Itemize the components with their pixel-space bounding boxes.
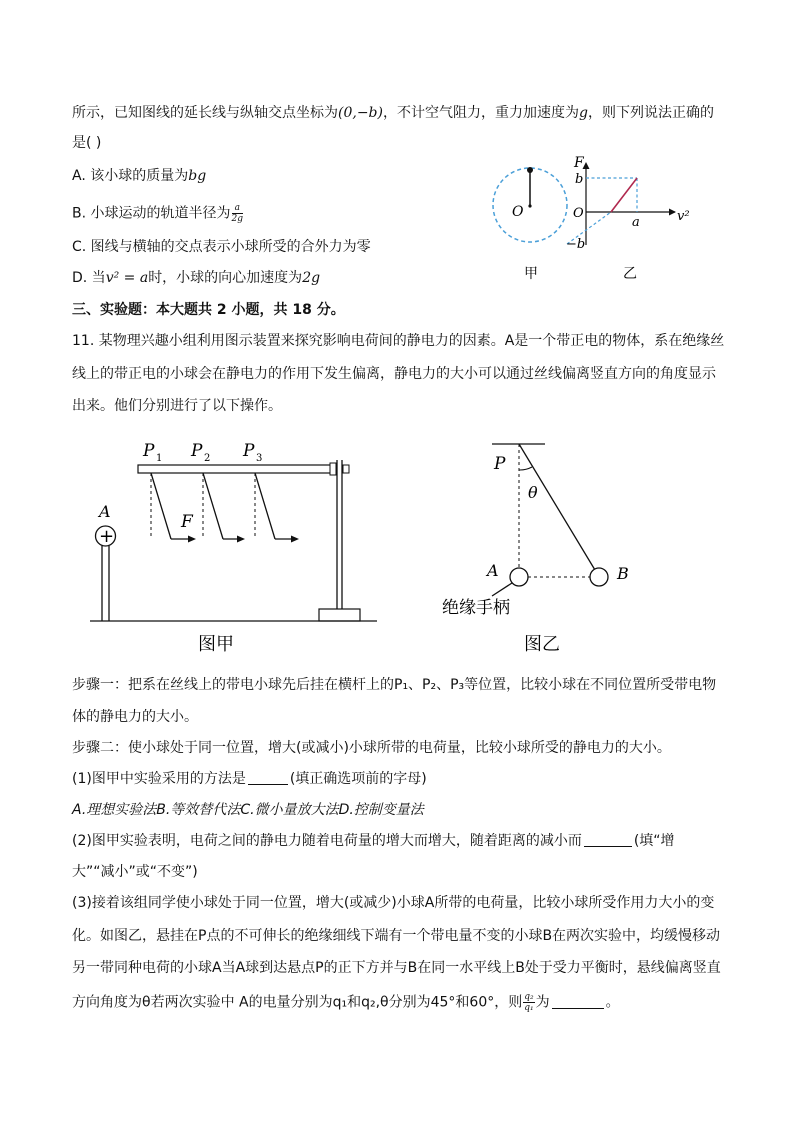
option-d-text: 时，小球的向心加速度为	[148, 270, 303, 286]
q10-option-b	[72, 203, 244, 224]
label-f: F	[181, 512, 193, 532]
text: (2)图甲实验表明，电荷之间的静电力随着电荷量的增大而增大，随着距离的减小而	[72, 833, 582, 849]
text: (1)图甲中实验采用的方法是	[72, 771, 246, 787]
label-p2: P	[191, 441, 203, 461]
q11-part-3-line-2: 化。如图乙，悬挂在P点的不可伸长的绝缘细线下端有一个带电量不变的小球B在两次实验中，均缓慢移动	[72, 928, 721, 944]
g-symbol: g	[578, 105, 588, 121]
option-d-eq: v² = a	[105, 270, 149, 286]
label-a: A	[487, 561, 499, 580]
option-a-text: A. 该小球的质量为	[72, 168, 189, 184]
label-o: O	[512, 204, 524, 220]
numerator: a	[232, 203, 244, 214]
label-b: b	[575, 172, 584, 187]
q-ratio-fraction	[523, 992, 534, 1013]
insulated-handle	[492, 583, 512, 596]
q10-figure	[480, 150, 710, 285]
text: ，不计空气阻力，重力加速度为	[382, 105, 579, 121]
figure-yi	[430, 432, 640, 662]
clamp-screw	[343, 465, 349, 473]
label-insulated-handle: 绝缘手柄	[442, 598, 510, 618]
answer-blank-3[interactable]	[552, 994, 604, 1009]
q11-intro-1: 11. 某物理兴趣小组利用图示装置来探究影响电荷间的静电力的因素。A是一个带正电的物体，系在绝缘丝	[72, 333, 725, 349]
q11-part-2-line-2: 大”“减小”或“不变”)	[72, 864, 198, 880]
label-theta: θ	[528, 483, 538, 502]
arrow-head-icon	[291, 536, 299, 543]
q11-part-3-line-4	[72, 992, 620, 1013]
label-p1-sub: 1	[156, 453, 163, 464]
q11-part-1	[72, 769, 427, 789]
thread-3	[255, 473, 275, 539]
option-d-value: 2g	[302, 270, 321, 286]
thread-2	[203, 473, 223, 539]
text: 方向角度为θ若两次实验中 A的电量分别为q₁和q₂,θ分别为45°和60°，则	[72, 994, 523, 1011]
denominator: q₁	[524, 1003, 534, 1013]
q11-intro-2: 线上的带正电的小球会在静电力的作用下发生偏离，静电力的大小可以通过丝线偏离竖直方向的角度显示	[72, 366, 716, 382]
x-arrow-icon	[669, 209, 676, 216]
label-origin: O	[573, 206, 584, 221]
plus-icon: +	[99, 526, 115, 547]
label-a: A	[99, 502, 111, 521]
option-b-text: B. 小球运动的轨道半径为	[72, 205, 231, 222]
option-d-text: D. 当	[72, 270, 106, 286]
caption-figure-jia: 图甲	[198, 634, 234, 655]
step-1-line-2: 体的静电力的大小。	[72, 709, 198, 725]
thread	[519, 444, 595, 570]
label-b: B	[617, 564, 629, 583]
angle-arc	[519, 467, 532, 470]
q11-intro-3: 出来。他们分别进行了以下操作。	[72, 398, 282, 414]
caption-yi: 乙	[623, 266, 637, 282]
denominator: 2g	[231, 214, 244, 224]
numerator: q₂	[524, 992, 534, 1002]
text: 。	[605, 994, 620, 1011]
q10-option-c: C. 图线与横轴的交点表示小球所受的合外力为零	[72, 239, 371, 255]
answer-blank-2[interactable]	[584, 832, 632, 847]
q10-line-2: 是( )	[72, 135, 102, 151]
text: 为	[535, 994, 550, 1011]
figure-jia	[85, 432, 385, 662]
center-point	[528, 204, 531, 207]
q11-part-1-options: A.理想实验法B.等效替代法C.微小量放大法D.控制变量法	[72, 802, 424, 818]
label-p: P	[494, 454, 506, 474]
ball-a	[510, 568, 528, 586]
arrow-head-icon	[188, 536, 196, 543]
answer-blank-1[interactable]	[248, 770, 288, 785]
ball	[527, 167, 533, 173]
option-b-fraction	[232, 203, 244, 224]
text: (填“增	[633, 833, 675, 849]
data-line	[611, 178, 637, 212]
caption-figure-yi: 图乙	[524, 634, 560, 655]
caption-jia: 甲	[524, 266, 538, 282]
label-p1: P	[143, 441, 155, 461]
label-p3: P	[243, 441, 255, 461]
step-1-line-1: 步骤一：把系在丝线上的带电小球先后挂在横杆上的P₁、P₂、P₃等位置，比较小球在不同位置所受带电物	[72, 677, 717, 693]
q11-part-3-line-1: (3)接着该组同学使小球处于同一位置，增大(或减少)小球A所带的电荷量，比较小球所受作用力大小的变	[72, 895, 715, 911]
ball-b	[590, 568, 608, 586]
stand-base	[319, 609, 360, 621]
label-a: a	[632, 215, 640, 230]
text: 所示，已知图线的延长线与纵轴交点坐标为	[72, 105, 338, 121]
crossbar	[138, 465, 333, 473]
clamp	[330, 463, 336, 475]
q11-part-2	[72, 831, 675, 851]
step-2: 步骤二：使小球处于同一位置，增大(或减小)小球所带的电荷量，比较小球所受的静电力的大小。	[72, 740, 671, 756]
text: ，则下列说法正确的	[587, 105, 714, 121]
option-a-value: bg	[188, 168, 207, 184]
label-neg-b: −b	[566, 237, 586, 252]
q10-line-1	[72, 103, 714, 123]
coord: (0,−b)	[338, 105, 383, 121]
q11-part-3-line-3: 另一带同种电荷的小球A当A球到达悬点P的正下方并与B在同一水平线上B处于受力平衡时，悬线偏离竖直	[72, 960, 721, 976]
text: (填正确选项前的字母)	[289, 771, 427, 787]
section-title: 三、实验题：本大题共 2 小题，共 18 分。	[72, 302, 345, 318]
thread-1	[151, 473, 171, 539]
q10-option-d	[72, 268, 320, 288]
label-p3-sub: 3	[256, 453, 263, 464]
label-f: F	[574, 155, 584, 171]
arrow-head-icon	[237, 536, 245, 543]
label-v2: v²	[677, 209, 690, 224]
label-p2-sub: 2	[204, 453, 211, 464]
q10-option-a	[72, 166, 206, 186]
